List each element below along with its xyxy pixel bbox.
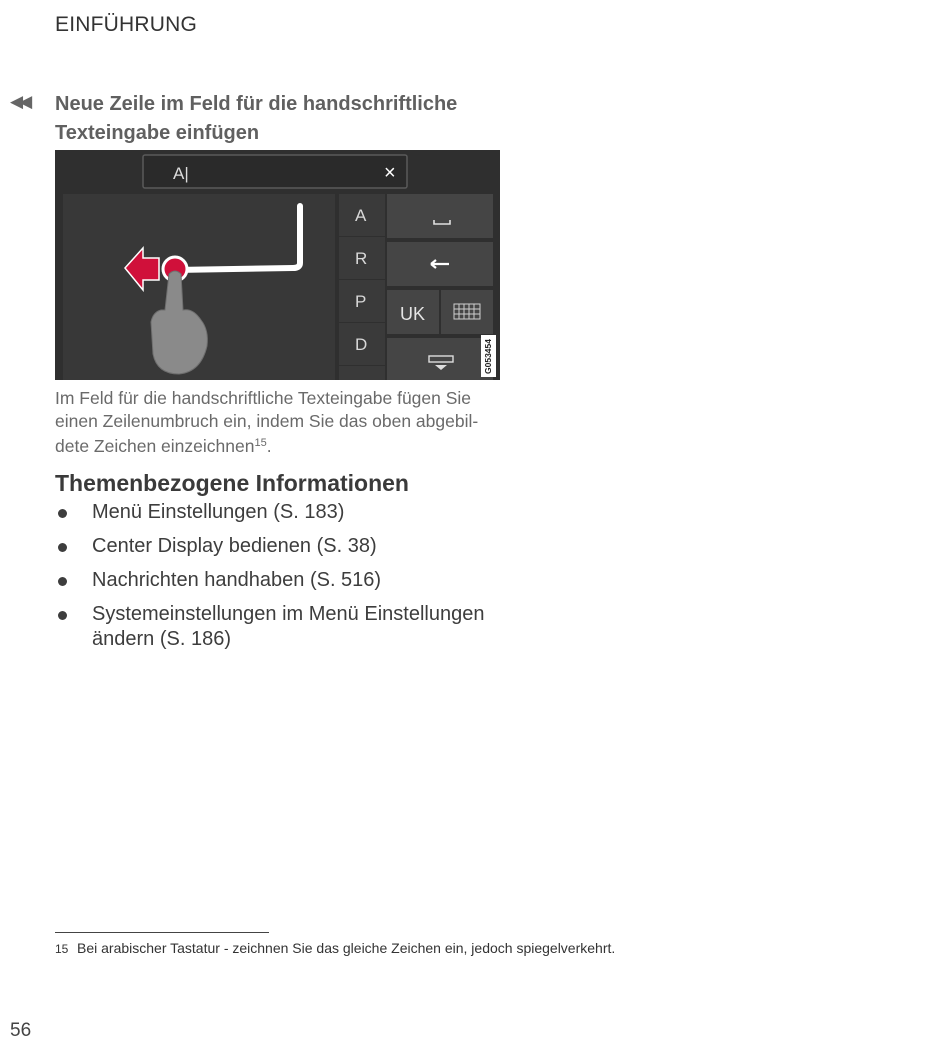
handwriting-screen-figure	[55, 150, 500, 380]
caption-text: Im Feld für die handschriftliche Texteingabe fügen Sie einen Zeilenumbruch ein, indem Sie das oben abgebil- dete Zeichen einzeichnen	[55, 388, 479, 456]
footnote	[55, 940, 615, 956]
footnote-divider	[55, 932, 269, 933]
footnote-text: Bei arabischer Tastatur - zeichnen Sie das gleiche Zeichen ein, jedoch spiegelverkehrt.	[77, 940, 616, 956]
list-item-label: Menü Einstellungen (S. 183)	[92, 501, 345, 523]
suggestion-char: R	[355, 249, 368, 268]
bullet-icon	[58, 509, 67, 518]
list-item-label: Nachrichten handhaben (S. 516)	[92, 569, 382, 591]
list-item[interactable]	[55, 500, 535, 525]
hide-keyboard-key[interactable]	[387, 338, 493, 380]
list-item[interactable]	[55, 568, 535, 593]
list-item[interactable]	[55, 602, 535, 652]
suggestion-char: A	[355, 206, 367, 225]
handwriting-screen-svg	[55, 150, 500, 380]
bullet-icon	[58, 543, 67, 552]
page-number: 56	[10, 1020, 32, 1041]
keyboard-key[interactable]	[441, 290, 493, 334]
footnote-ref[interactable]: 15	[254, 437, 267, 449]
language-key-label: UK	[400, 304, 426, 324]
text-input-value: A|	[173, 164, 189, 183]
related-heading: Themenbezogene Informationen	[55, 470, 409, 496]
title-line-1: Neue Zeile im Feld für die handschriftliche	[55, 93, 458, 115]
caption-end: .	[266, 436, 272, 456]
space-key[interactable]	[387, 194, 493, 238]
suggestion-cell-5[interactable]	[339, 366, 385, 380]
list-item-label: Systemeinstellungen im Menü Einstellungen ändern (S. 186)	[92, 603, 485, 650]
page-title	[55, 90, 515, 148]
suggestion-char: D	[355, 335, 368, 354]
section-header: EINFÜHRUNG	[55, 13, 197, 36]
bullet-icon	[58, 611, 67, 620]
related-list	[55, 500, 535, 661]
list-item-label: Center Display bedienen (S. 38)	[92, 535, 377, 557]
back-marker-icon: ◀◀	[10, 92, 29, 111]
bullet-icon	[58, 577, 67, 586]
title-line-2: Texteingabe einfügen	[55, 122, 260, 144]
close-icon[interactable]: ×	[384, 162, 396, 184]
image-code: G053454	[483, 339, 493, 374]
footnote-number: 15	[55, 942, 69, 956]
suggestion-char: P	[355, 292, 367, 311]
figure-caption	[55, 387, 505, 458]
list-item[interactable]	[55, 534, 535, 559]
